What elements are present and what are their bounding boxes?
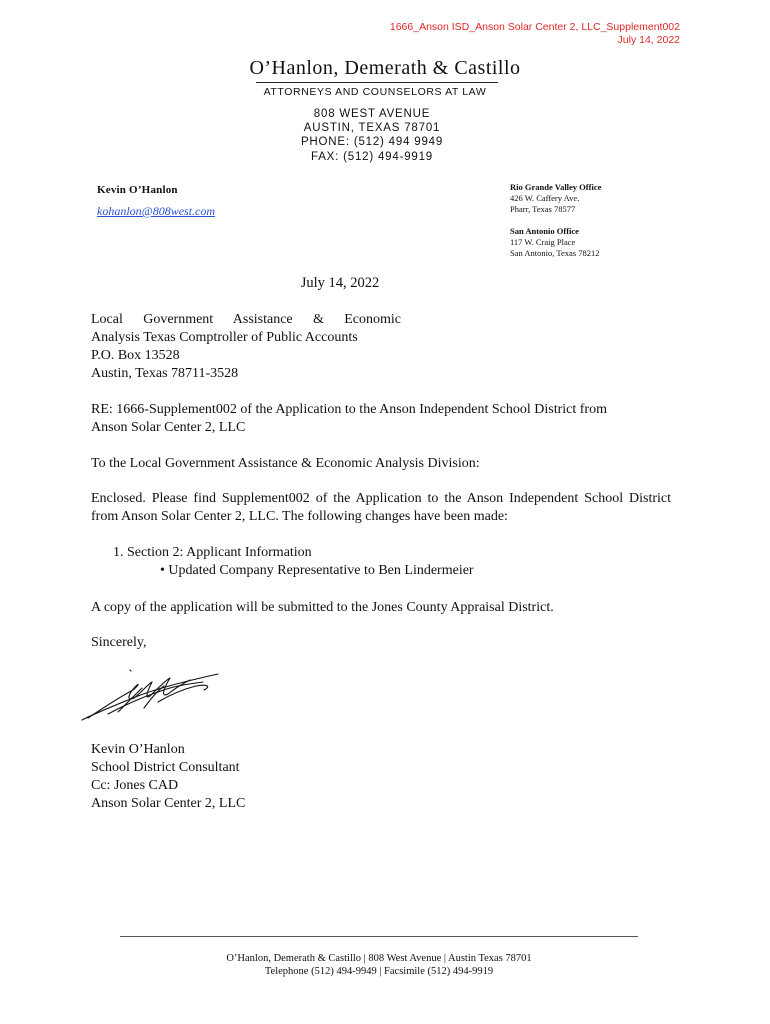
closing-title: School District Consultant — [91, 760, 240, 775]
closing-block — [91, 741, 671, 813]
enclosed-paragraph: Enclosed. Please find Supplement002 of the Application to the Anson Independent School District from Anson Solar Center 2, LLC. The following changes have been made: — [91, 491, 671, 524]
addressee-line: Analysis Texas Comptroller of Public Accounts — [91, 330, 358, 345]
signature-image — [78, 668, 228, 728]
firm-subtitle: ATTORNEYS AND COUNSELORS AT LAW — [263, 86, 487, 98]
footer-line-1: O’Hanlon, Demerath & Castillo | 808 West Avenue | Austin Texas 78701 — [226, 953, 532, 964]
closing-name: Kevin O’Hanlon — [91, 742, 185, 757]
office-name: San Antonio Office — [510, 226, 579, 236]
address-line: FAX: (512) 494-9919 — [311, 150, 433, 163]
addressee-line: P.O. Box 13528 — [91, 348, 180, 363]
stamp-line-1: 1666_Anson ISD_Anson Solar Center 2, LLC_Supplement002 — [389, 21, 680, 33]
footer-line-2: Telephone (512) 494-9949 | Facsimile (512) 494-9919 — [264, 966, 494, 977]
office-street: 426 W. Caffery Ave. — [510, 193, 580, 203]
stamp-line-2: July 14, 2022 — [617, 34, 680, 46]
address-line: 808 WEST AVENUE — [313, 108, 431, 120]
sender-name: Kevin O’Hanlon — [97, 184, 178, 196]
firm-name: O’Hanlon, Demerath & Castillo — [249, 57, 521, 79]
closing-cc: Cc: Jones CAD — [91, 778, 179, 793]
addressee-line: Austin, Texas 78711-3528 — [91, 366, 239, 381]
firm-address — [0, 107, 744, 164]
sincerely: Sincerely, — [91, 635, 147, 650]
office-rio-grande — [510, 182, 601, 215]
footer-divider — [120, 936, 638, 937]
addressee-block — [91, 311, 401, 383]
re-line: RE: 1666-Supplement002 of the Application to the Anson Independent School District from Anson Solar Center 2, LLC — [91, 402, 607, 435]
copy-note: A copy of the application will be submitted to the Jones County Appraisal District. — [91, 600, 554, 615]
address-line: AUSTIN, TEXAS 78701 — [303, 122, 441, 135]
closing-company: Anson Solar Center 2, LLC — [91, 796, 246, 811]
office-street: 117 W. Craig Place — [510, 237, 576, 247]
office-city: Pharr, Texas 78577 — [510, 204, 576, 214]
sender-email-link[interactable]: kohanlon@808west.com — [97, 204, 216, 218]
salutation: To the Local Government Assistance & Economic Analysis Division: — [91, 456, 480, 471]
list-item: 1. Section 2: Applicant Information — [113, 545, 312, 560]
footer — [0, 952, 758, 978]
document-stamp — [390, 21, 680, 47]
letterhead-divider — [256, 82, 498, 83]
office-name: Rio Grande Valley Office — [510, 182, 602, 192]
addressee-line: Local Government Assistance & Economic — [91, 312, 401, 327]
office-city: San Antonio, Texas 78212 — [510, 248, 600, 258]
list-subitem: • Updated Company Representative to Ben Lindermeier — [160, 563, 474, 578]
letter-date: July 14, 2022 — [300, 275, 380, 291]
address-line: PHONE: (512) 494 9949 — [300, 136, 444, 149]
office-san-antonio — [510, 226, 599, 259]
